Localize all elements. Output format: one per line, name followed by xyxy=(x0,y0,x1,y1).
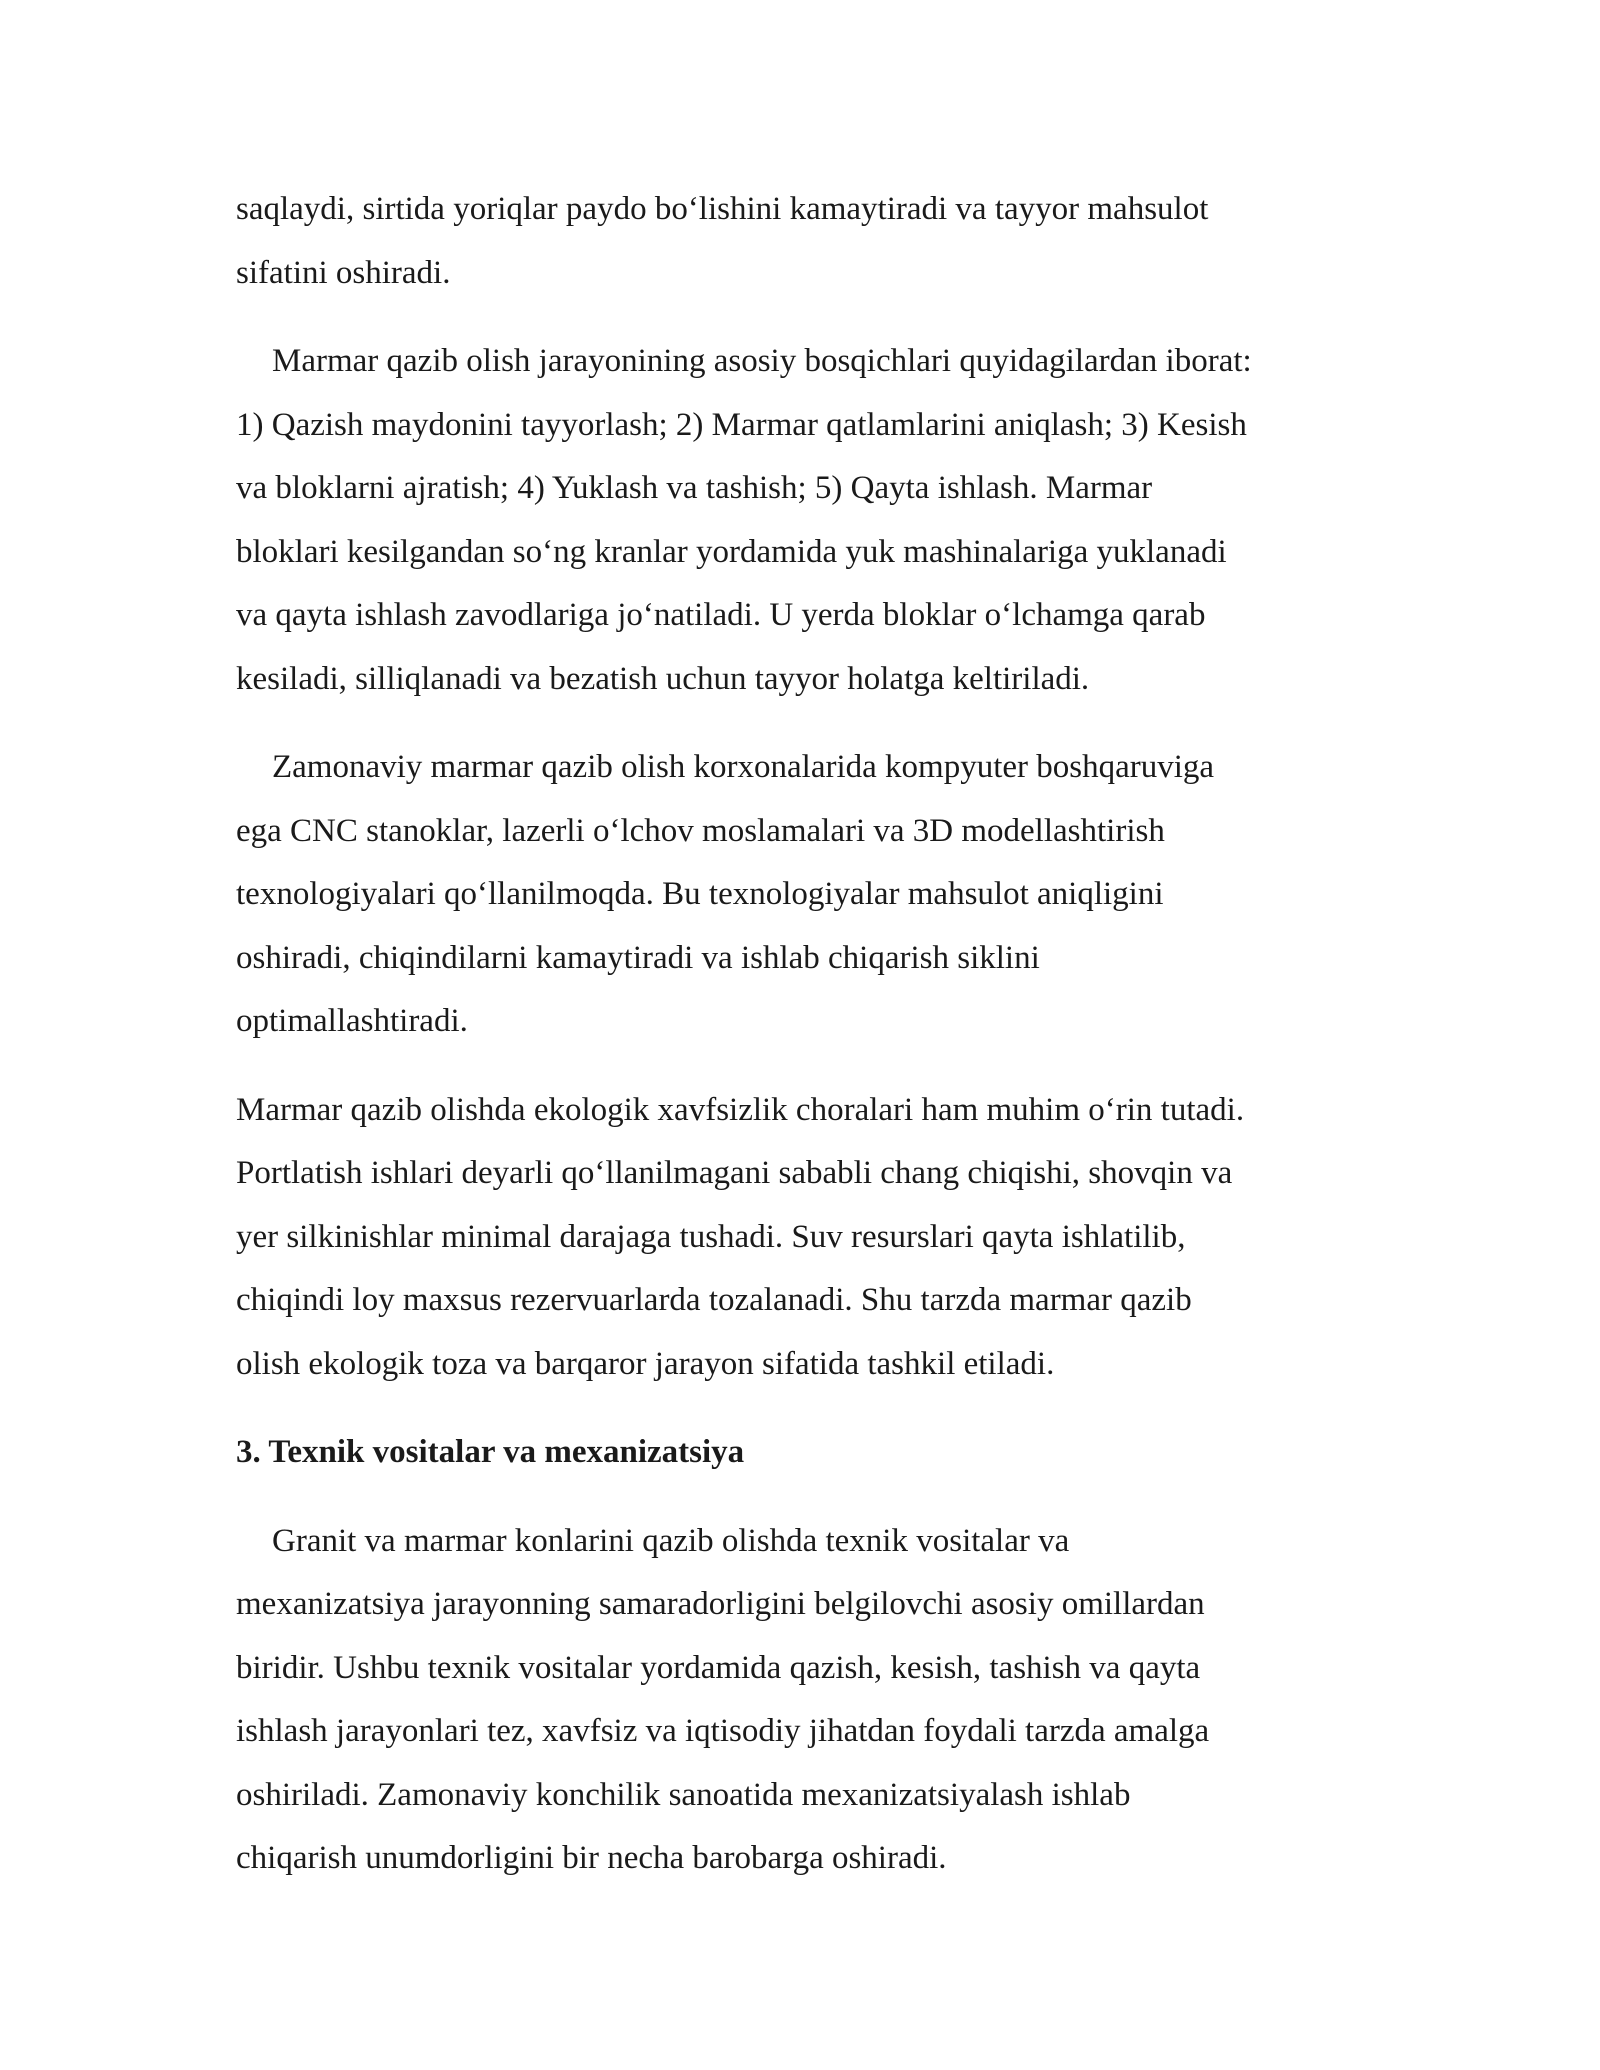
text-line: 1) Qazish maydonini tayyorlash; 2) Marmar qatlamlarini aniqlash; 3) Kesish xyxy=(236,406,1247,443)
text-line: Zamonaviy marmar qazib olish korxonalarida kompyuter boshqaruviga xyxy=(272,749,1215,785)
paragraph xyxy=(236,330,1366,711)
text-line: oshiriladi. Zamonaviy konchilik sanoatida mexanizatsiyalash ishlab xyxy=(236,1776,1131,1813)
text-line: texnologiyalari qo‘llanilmoqda. Bu texnologiyalar mahsulot aniqligini xyxy=(236,876,1164,912)
document-body xyxy=(236,178,1366,1916)
text-line: oshiradi, chiqindilarni kamaytiradi va ishlab chiqarish siklini xyxy=(236,939,1040,976)
text-line: ishlash jarayonlari tez, xavfsiz va iqtisodiy jihatdan foydali tarzda amalga xyxy=(236,1713,1210,1749)
paragraph xyxy=(236,736,1366,1054)
text-line: ega CNC stanoklar, lazerli o‘lchov moslamalari va 3D modellashtirish xyxy=(236,812,1165,849)
text-line: kesiladi, silliqlanadi va bezatish uchun tayyor holatga keltiriladi. xyxy=(236,660,1090,697)
text-line: chiqarish unumdorligini bir necha barobarga oshiradi. xyxy=(236,1840,947,1876)
text-line: yer silkinishlar minimal darajaga tushadi. Suv resurslari qayta ishlatilib, xyxy=(236,1218,1186,1255)
text-line: Portlatish ishlari deyarli qo‘llanilmagani sababli chang chiqishi, shovqin va xyxy=(236,1155,1233,1191)
text-line: va qayta ishlash zavodlariga jo‘natiladi. U yerda bloklar o‘lchamga qarab xyxy=(236,597,1206,633)
text-line: va bloklarni ajratish; 4) Yuklash va tashish; 5) Qayta ishlash. Marmar xyxy=(236,470,1153,506)
paragraph xyxy=(236,1079,1366,1397)
paragraph xyxy=(236,178,1366,305)
text-line: bloklari kesilgandan so‘ng kranlar yordamida yuk mashinalariga yuklanadi xyxy=(236,533,1227,570)
text-line: mexanizatsiya jarayonning samaradorligini belgilovchi asosiy omillardan xyxy=(236,1586,1205,1622)
section-heading: 3. Texnik vositalar va mexanizatsiya xyxy=(236,1434,745,1470)
text-line: Marmar qazib olish jarayonining asosiy bosqichlari quyidagilardan iborat: xyxy=(272,343,1252,379)
text-line: chiqindi loy maxsus rezervuarlarda tozalanadi. Shu tarzda marmar qazib xyxy=(236,1282,1192,1318)
text-line: optimallashtiradi. xyxy=(236,1003,468,1039)
text-line: biridir. Ushbu texnik vositalar yordamida qazish, kesish, tashish va qayta xyxy=(236,1649,1201,1686)
text-line: Marmar qazib olishda ekologik xavfsizlik choralari ham muhim o‘rin tutadi. xyxy=(236,1091,1245,1128)
text-line: saqlaydi, sirtida yoriqlar paydo bo‘lishini kamaytiradi va tayyor mahsulot xyxy=(236,191,1209,227)
paragraph xyxy=(236,1510,1366,1891)
text-line: sifatini oshiradi. xyxy=(236,254,451,291)
text-line: Granit va marmar konlarini qazib olishda texnik vositalar va xyxy=(272,1522,1070,1559)
text-line: olish ekologik toza va barqaror jarayon sifatida tashkil etiladi. xyxy=(236,1345,1055,1382)
